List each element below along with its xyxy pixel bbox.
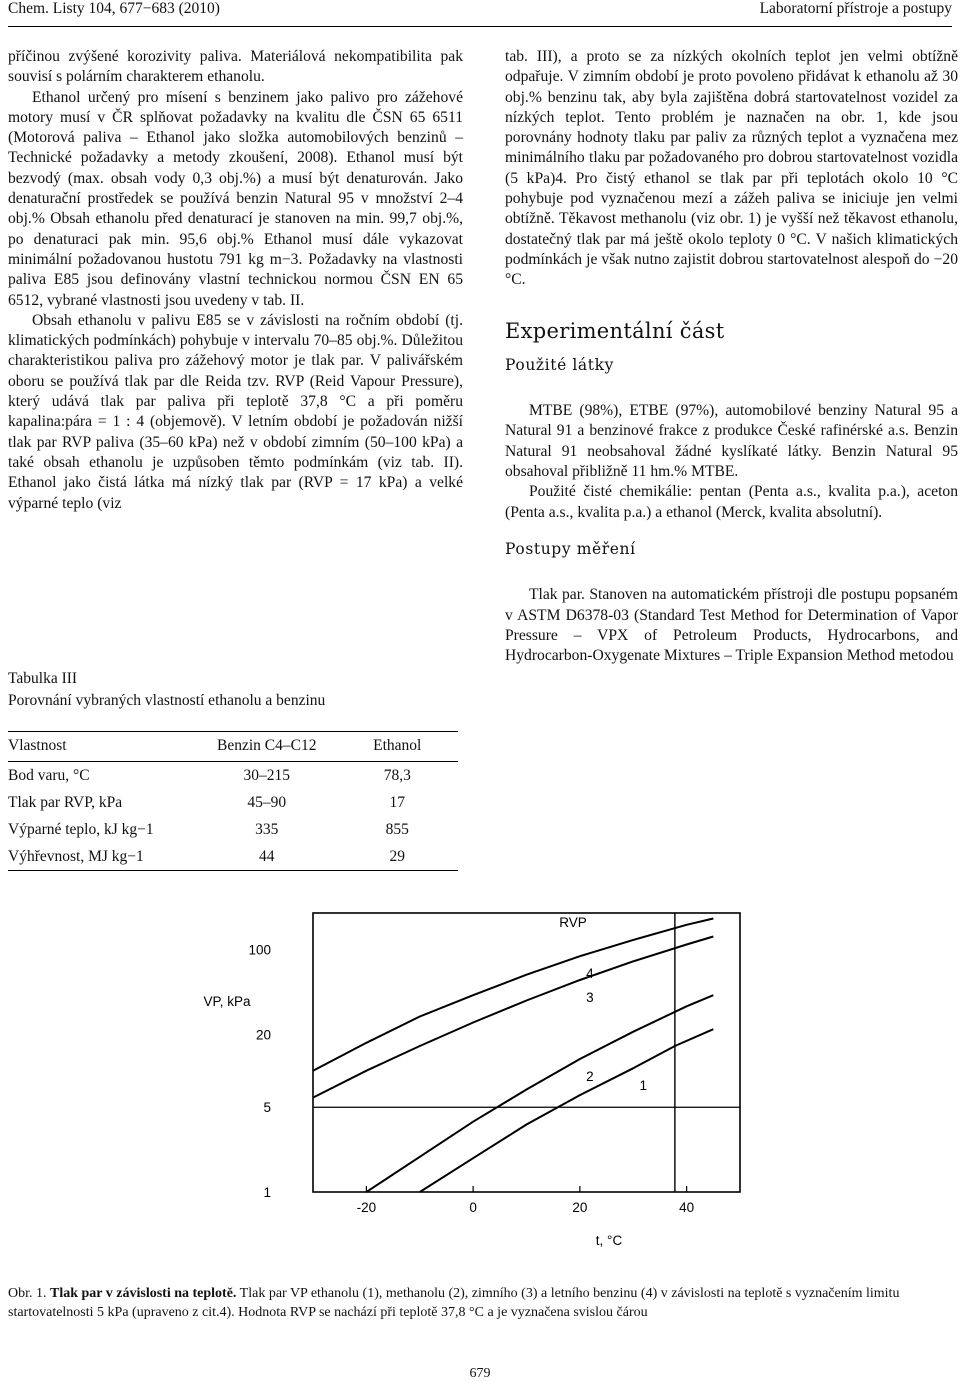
vapor-pressure-chart [185, 905, 760, 1265]
paragraph: MTBE (98%), ETBE (97%), automobilové benziny Natural 95 a Natural 91 a benzinové frakce z produkce České rafinérské a.s. Benzin Natural 91 neobsahoval žádné kyslíkaté látky. Benzin Natural 95 obsahoval přibližně 11 hm.% MTBE. [505, 402, 958, 481]
paragraph: Použité čisté chemikálie: pentan (Penta a.s., kvalita p.a.), aceton (Penta a.s., kvalita p.a.) a ethanol (Merck, kvalita absolutní). [505, 483, 958, 521]
y-tick-label: 20 [255, 1027, 271, 1043]
left-column [8, 47, 463, 514]
table-cell: 335 [255, 820, 279, 838]
table-cell: Bod varu, °C [8, 766, 90, 784]
figure-label: Obr. 1. [8, 1286, 47, 1301]
table-label: Tabulka III [8, 670, 78, 687]
table-row [8, 816, 458, 843]
paragraph: Obsah ethanolu v palivu E85 se v závislosti na ročním období (tj. klimatických podmínkách) pohybuje v intervalu 70–85 obj.%. Důležitou charakteristikou paliva pro zážehový motor je tlak par. V palivářském oboru se používá tlak par dle Reida tzv. RVP (Reid Vapour Pressure), který udává tlak par paliva při teplotě 37,8 °C a při poměru kapalina:pára = 1 : 4 (objemově). V letním období je požadován nižší tlak par RVP paliva (35–60 kPa) než v období zimním (50–100 kPa) a také obsah ethanolu je uzpůsoben těmto podmínkám (viz tab. II). Ethanol jako čistá látka má nízký tlak par (RVP = 17 kPa) a velké výparné teplo (viz [8, 311, 463, 512]
section-title: Experimentální část [505, 318, 725, 343]
plot-frame [313, 913, 740, 1192]
series-label-3: 3 [586, 990, 594, 1006]
table-cell: 45–90 [247, 793, 287, 811]
table-header-cell: Ethanol [337, 732, 459, 762]
y-tick-label: 100 [248, 942, 271, 958]
paragraph: tab. III), a proto se za nízkých okolních teplot jen velmi obtížně odpařuje. V zimním období je proto povoleno přidávat k ethanolu až 30 obj.% benzinu tak, aby byla zajištěna dobrá startovatelnost vozidel za nízkých teplot. Tento problém je naznačen na obr. 1, kde jsou porovnány hodnoty tlaku par paliv za různých teplot a vyznačena mez minimálního tlaku par požadovaného pro dobrou startovatelnost vozidla (5 kPa)4. Pro čistý ethanol se tlak par při teplotách okolo 10 °C pohybuje pod vyznačenou mezí a zážeh paliva se iniciuje jen velmi obtížně. Těkavost methanolu (viz obr. 1) je vyšší než těkavost ethanolu, dostatečný tlak par má ještě okolo teploty 0 °C. V našich klimatických podmínkách je však nutno zajistit dobrou startovatelnost alespoň do −20 °C. [505, 48, 958, 289]
table-cell: 17 [389, 793, 405, 811]
table-cell: 30–215 [243, 766, 290, 784]
series-line-1 [420, 1029, 714, 1192]
section-header: Laboratorní přístroje a postupy [759, 0, 952, 17]
series-line-4 [313, 919, 713, 1071]
y-tick-label: 5 [263, 1100, 271, 1116]
chart-svg [185, 905, 760, 1265]
page-number: 679 [469, 1366, 491, 1381]
table-cell: Výhřevnost, MJ kg−1 [8, 843, 197, 871]
paragraph: Tlak par. Stanoven na automatickém přístroji dle postupu popsaném v ASTM D6378-03 (Standard Test Method for Determination of Vapor Pressure – VPX of Petroleum Products, Hydrocarbons, and Hydrocarbon-Oxygenate Mixtures – Triple Expansion Method metodou [505, 586, 958, 665]
subsection-title: Použité látky [505, 355, 614, 374]
table-header-cell: Vlastnost [8, 732, 197, 762]
rvp-label: RVP [559, 915, 587, 930]
series-label-1: 1 [639, 1078, 648, 1094]
table-3 [8, 731, 458, 871]
right-column [505, 47, 958, 666]
table-row [8, 843, 458, 871]
table-cell: 855 [385, 820, 409, 838]
x-tick-label: -20 [356, 1200, 377, 1215]
table-cell: Tlak par RVP, kPa [8, 793, 123, 811]
table-row [8, 789, 458, 816]
table-header-cell: Benzin C4–C12 [197, 732, 337, 762]
table-cell: Výparné teplo, kJ kg−1 [8, 820, 154, 838]
journal-header: Chem. Listy 104, 677−683 (2010) [8, 0, 220, 17]
table-cell: 44 [197, 843, 337, 871]
series-label-4: 4 [586, 966, 594, 982]
table-cell: 78,3 [383, 766, 411, 784]
header-rule [8, 26, 952, 27]
figure-text: Tlak par VP ethanolu (1), methanolu (2), zimního (3) a letního benzinu (4) v závislosti na teplotě s vyznačením limitu startovatelnosti 5 kPa (upraveno z cit.4). Hodnota RVP se nachází při teplotě 37,8 °C a je vyznačena svislou čárou [8, 1286, 900, 1320]
table-cell: 29 [337, 843, 459, 871]
table-row [8, 762, 458, 790]
y-tick-label: 1 [263, 1185, 271, 1200]
x-tick-label: 40 [679, 1200, 695, 1215]
paragraph: Ethanol určený pro mísení s benzinem jako palivo pro zážehové motory musí v ČR splňovat požadavky na kvalitu dle ČSN 65 6511 (Motorová paliva – Ethanol jako složka automobilových benzinů – Technické požadavky a metody zkoušení, 2008). Ethanol musí být bezvodý (max. obsah vody 0,3 obj.%) a musí být denaturován. Jako denaturační prostředek se používá benzin Natural 95 v množství 2–4 obj.% Obsah ethanolu před denaturací je stanoven na min. 99,7 obj.%, po denaturaci pak min. 95,6 obj.% Ethanol musí dále vykazovat minimální požadovanou hustotu 791 kg m−3. Požadavky na vlastnosti paliva E85 jsou definovány vlastní technickou normou ČSN EN 65 6512, vybrané vlastnosti jsou uvedeny v tab. II. [8, 88, 463, 309]
series-line-3 [313, 937, 713, 1098]
x-tick-label: 0 [469, 1200, 477, 1215]
series-line-2 [366, 995, 713, 1192]
paragraph: příčinou zvýšené korozivity paliva. Materiálová nekompatibilita pak souvisí s polárním charakterem ethanolu. [8, 48, 463, 86]
y-axis-label: VP, kPa [203, 994, 251, 1009]
figure-title: Tlak par v závislosti na teplotě. [50, 1286, 237, 1301]
series-label-2: 2 [586, 1068, 594, 1084]
figure-caption [8, 1284, 956, 1322]
x-axis-label: t, °C [595, 1233, 623, 1248]
subsection-title: Postupy měření [505, 539, 636, 558]
x-tick-label: 20 [572, 1200, 588, 1215]
table-title: Porovnání vybraných vlastností ethanolu a benzinu [8, 692, 326, 709]
